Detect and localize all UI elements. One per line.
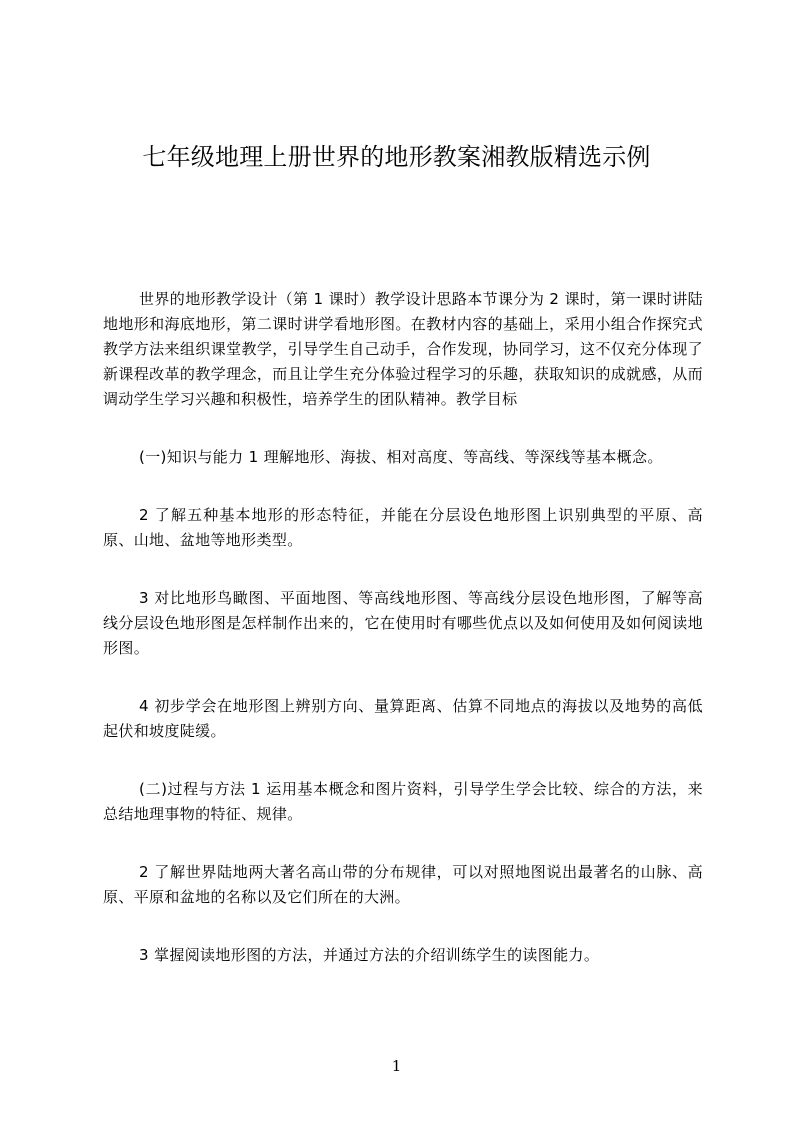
paragraph-objective-process-3: 3 掌握阅读地形图的方法，并通过方法的介绍训练学生的读图能力。 [139, 946, 600, 964]
paragraph-objective-knowledge-4: 4 初步学会在地形图上辨别方向、量算距离、估算不同地点的海拔以及地势的高低起伏和坡度陡缓。 [103, 697, 703, 740]
paragraph-objective-process-1: (二)过程与方法 1 运用基本概念和图片资料，引导学生学会比较、综合的方法，来总结地理事物的特征、规律。 [103, 780, 703, 823]
paragraph-objective-process-2: 2 了解世界陆地两大著名高山带的分布规律，可以对照地图说出最著名的山脉、高原、平原和盆地的名称以及它们所在的大洲。 [103, 863, 703, 906]
paragraph-intro: 世界的地形教学设计（第 1 课时）教学设计思路本节课分为 2 课时，第一课时讲陆地地形和海底地形，第二课时讲学看地形图。在教材内容的基础上，采用小组合作探究式教学方法来组织课堂教学，引导学生自己动手，合作发现，协同学习，这不仅充分体现了新课程改革的教学理念，而且让学生充分体验过程学习的乐趣，获取知识的成就感，从而调动学生学习兴趣和积极性，培养学生的团队精神。教学目标 [103, 290, 703, 408]
paragraph-objective-knowledge-1: (一)知识与能力 1 理解地形、海拔、相对高度、等高线、等深线等基本概念。 [139, 448, 663, 466]
paragraph-objective-knowledge-2: 2 了解五种基本地形的形态特征，并能在分层设色地形图上识别典型的平原、高原、山地、盆地等地形类型。 [103, 506, 703, 549]
paragraph-objective-knowledge-3: 3 对比地形鸟瞰图、平面地图、等高线地形图、等高线分层设色地形图，了解等高线分层设色地形图是怎样制作出来的，它在使用时有哪些优点以及如何使用及如何阅读地形图。 [103, 589, 703, 657]
page-number: 1 [391, 1057, 402, 1075]
document-body [103, 287, 703, 1001]
page-title: 七年级地理上册世界的地形教案湘教版精选示例 [142, 143, 651, 171]
